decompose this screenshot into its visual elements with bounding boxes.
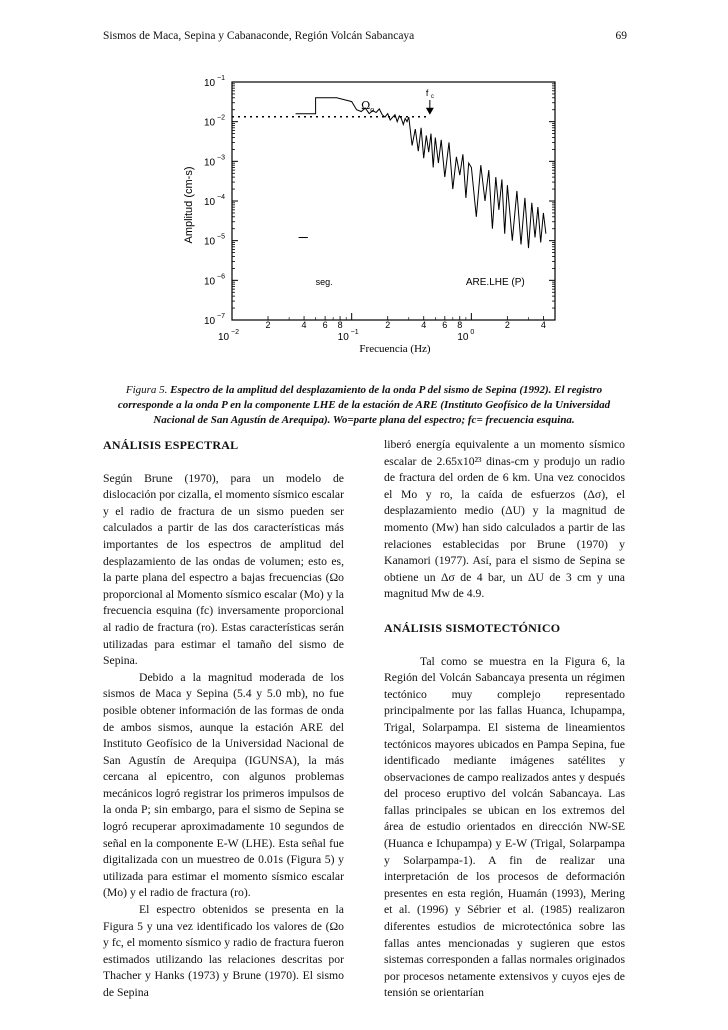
paragraph: Según Brune (1970), para un modelo de dislocación por cizalla, el momento sísmico escalar y el radio de fractura de un sismo pueden ser calculados a partir de las dos características más importantes de los espectros de amplitud del desplazamiento de las ondas de volumen; esto es, la parte plana del espectro a bajas frecuencias (Ωo proporcional al Momento sísmico escalar (Mo) y la frecuencia esquina (fc) inversamente proporcional al radio de fractura (ro). Estas características serán utilizadas para estimar el tamaño del sismo de Sepina.: [103, 471, 344, 668]
y-tick-exponent: −1: [217, 75, 225, 82]
running-title: Sismos de Maca, Sepina y Cabanaconde, Región Volcán Sabancaya: [103, 30, 415, 42]
fc-subscript: c: [430, 94, 434, 100]
x-axis-label: Frecuencia (Hz): [359, 343, 431, 355]
x-tick-label: 10: [457, 332, 469, 343]
y-tick-label: 10: [204, 276, 216, 288]
y-tick-exponent: −4: [217, 194, 225, 201]
y-tick-label: 10: [204, 78, 216, 89]
paragraph: Tal como se muestra en la Figura 6, la Región del Volcán Sabancaya presenta un régimen tectónico muy complejo representado principalmente por las fallas Huanca, Ichupampa, Trigal, Solarpampa. El sistema de lineamientos tectónicos mayores ubicados en Pampa Sepina, fue identificado mediante imágenes satélites y observaciones de campo realizados antes y después del proceso eruptivo del volcán Sabancaya. Las fallas principales se ubican en los extremos del área de estudio orientados en dirección NW-SE (Huanca e Ichupampa) y E-W (Trigal, Solarpampa y Solarpampa-1). A fin de realizar una interpretación de los procesos de deformación presentes en esta región, Huamán (1993), Mering et al. (1996) y Sébrier et al. (1985) realizaron diferentes estudios de microtectónica sobre las fallas antes mencionadas y sugieren que estos sistemas corresponden a fallas normales originados por procesos netamente extensivos y cuyos ejes de tensión se orientarían: [384, 654, 625, 1000]
x-minor-tick-label: 8: [337, 320, 343, 330]
x-tick-exponent: −1: [350, 329, 359, 336]
y-tick-label: 10: [204, 236, 216, 248]
figure-caption: [108, 383, 620, 428]
x-minor-tick-label: 6: [322, 320, 328, 330]
omega-subscript: o: [370, 105, 375, 114]
x-tick-label: 10: [218, 332, 230, 343]
y-tick-label: 10: [204, 316, 216, 327]
x-minor-tick-label: 4: [421, 320, 427, 330]
spectrum-series-line: [296, 98, 546, 248]
y-tick-exponent: −6: [217, 273, 225, 281]
chart-ticks: [204, 75, 555, 343]
x-minor-tick-label: 2: [504, 320, 510, 330]
paragraph: Debido a la magnitud moderada de los sismos de Maca y Sepina (5.4 y 5.0 mb), no fue posible obtener información de las formas de onda de ambos sismos, aunque la estación ARE del Instituto Geofísico de la Universidad Nacional de San Agustín de Arequipa (IGUNSA), la más cercana al epicentro, con algunos problemas mecánicos logró registrar los primeros impulsos de la onda P; sin embargo, para el sismo de Sepina se logró recuperar aproximadamente 10 segundos de señal en la componente E-W (LHE). Esta señal fue digitalizada con un muestreo de 0.01s (Figura 5) y utilizada para estimar el momento sísmico escalar (Mo) y el radio de fractura (ro).: [103, 670, 344, 900]
x-minor-tick-label: 4: [540, 320, 546, 330]
paragraph: El espectro obtenidos se presenta en la Figura 5 y una vez identificado los valores de (Ωo y fc, el momento sísmico y radio de fractura fueron estimados utilizando las relaciones descritas por Thacher y Hanks (1973) y Brune (1970). El sismo de Sepina: [103, 903, 344, 999]
x-tick-exponent: −2: [231, 329, 239, 336]
x-minor-tick-label: 8: [457, 320, 463, 330]
y-tick-exponent: −7: [217, 313, 225, 320]
spectrum-figure: [170, 60, 570, 360]
y-tick-exponent: −3: [217, 154, 225, 162]
time-unit-label: seg.: [315, 277, 333, 288]
left-column: [103, 437, 344, 1002]
caption-text: Espectro de la amplitud del desplazamiento de la onda P del sismo de Sepina (1992). El registro corresponde a la onda P en la componente LHE de la estación de ARE (Instituto Geofísico de la Universidad Nacional de San Agustín de Arequipa). Wo=parte plana del espectro; fc= frecuencia esquina.: [117, 384, 611, 426]
y-tick-exponent: −5: [217, 233, 225, 241]
x-tick-label: 10: [337, 332, 349, 343]
x-minor-tick-label: 2: [385, 320, 391, 330]
y-tick-label: 10: [204, 157, 216, 169]
y-tick-label: 10: [204, 117, 216, 129]
right-column: [384, 437, 625, 1002]
section-heading-seismotectonic: ANÁLISIS SISMOTECTÓNICO: [384, 620, 561, 635]
fc-arrow-head: [426, 108, 434, 115]
station-label: ARE.LHE (P): [465, 277, 525, 289]
y-axis-label: Amplitud (cm-s): [183, 166, 195, 244]
section-heading-spectral: ANÁLISIS ESPECTRAL: [103, 438, 239, 452]
omega-label: Ω: [361, 98, 371, 112]
paragraph: liberó energía equivalente a un momento sísmico escalar de 2.65x10²³ dinas-cm y produjo un radio de fractura del orden de 6 km. Una vez conocidos el Mo y ro, la caída de esfuerzos (Δσ), el desplazamiento medio (ΔU) y la magnitud de momento (Mw) han sido calculados a partir de las relaciones establecidas por Brune (1970) y Kanamori (1977). Así, para el sismo de Sepina se obtiene un Δσ de 4 bar, un ΔU de 3 cm y una magnitud Mw de 4.9.: [384, 438, 625, 601]
x-minor-tick-label: 6: [442, 320, 448, 330]
fc-label: f: [425, 88, 429, 98]
x-minor-tick-label: 2: [265, 320, 271, 330]
running-header: [103, 30, 627, 42]
x-tick-exponent: 0: [470, 329, 475, 336]
y-tick-label: 10: [204, 197, 216, 208]
page-number: 69: [615, 30, 627, 42]
y-tick-exponent: −2: [217, 114, 225, 122]
chart-plot-area: [232, 88, 546, 288]
x-minor-tick-label: 4: [301, 320, 307, 330]
caption-lead: Figura 5.: [125, 384, 171, 396]
